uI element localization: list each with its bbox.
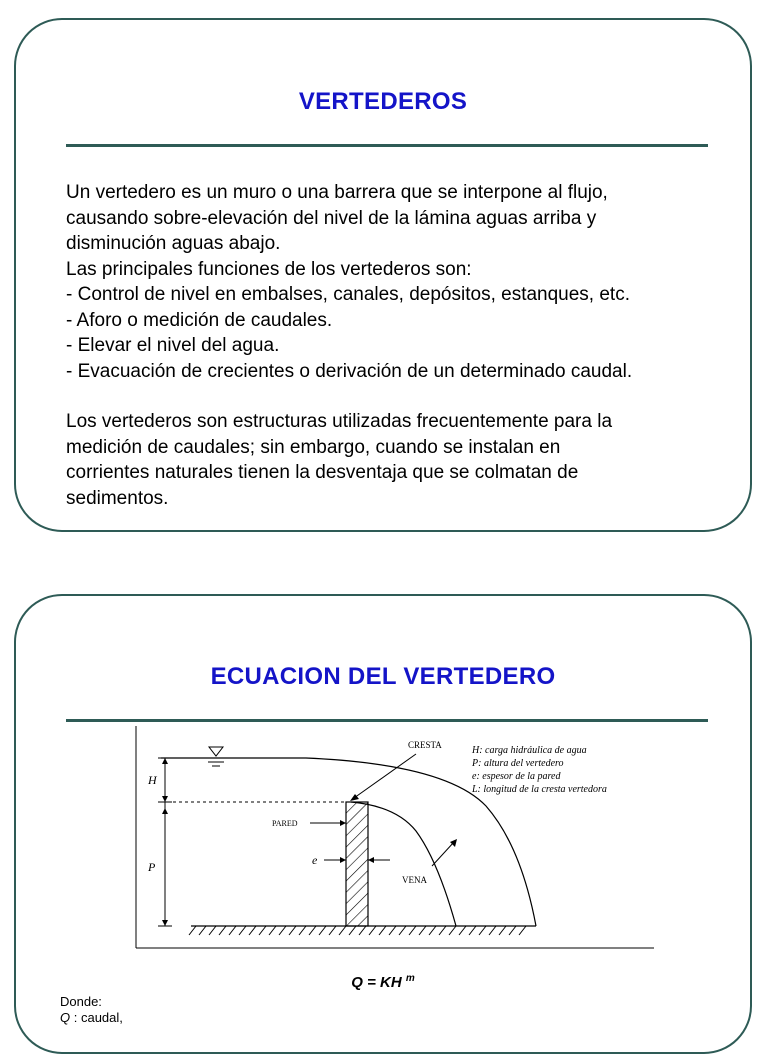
text-line: corrientes naturales tienen la desventaja que se colmatan de — [66, 462, 579, 483]
water-level-icon — [209, 747, 223, 756]
variable-q-desc: : caudal, — [70, 1010, 123, 1025]
label-pared: PARED — [272, 819, 298, 828]
text-line: Las principales funciones de los vertederos son: — [66, 258, 472, 280]
equation-main: Q = KH — [351, 974, 402, 991]
text-line: Un vertedero es un muro o una barrera que se interpone al flujo, — [66, 182, 608, 203]
donde-label: Donde: — [60, 994, 102, 1009]
weir-equation — [16, 973, 750, 991]
variable-q — [60, 1010, 123, 1025]
legend-item: P: altura del vertedero — [472, 758, 564, 769]
weir-diagram — [116, 726, 656, 956]
label-h: H — [148, 773, 157, 787]
slide-title: ECUACION DEL VERTEDERO — [210, 663, 556, 690]
text-line: medición de caudales; sin embargo, cuando se instalan en — [66, 436, 561, 458]
equation-exponent: m — [405, 973, 415, 984]
text-line: sedimentos. — [66, 487, 169, 509]
slide-ecuacion-vertedero — [14, 594, 752, 1054]
bullet-item: - Elevar el nivel del agua. — [66, 335, 280, 356]
slide-vertederos — [14, 18, 752, 532]
bullet-item: - Aforo o medición de caudales. — [66, 309, 333, 331]
text-line: causando sobre-elevación del nivel de la lámina aguas arriba y — [66, 207, 597, 229]
text-line: disminución aguas abajo. — [66, 233, 281, 254]
label-p: P — [148, 860, 156, 874]
label-e: e — [312, 853, 318, 867]
bullet-item: - Evacuación de crecientes o derivación de un determinado caudal. — [66, 360, 633, 382]
slide-title: VERTEDEROS — [298, 88, 468, 115]
label-cresta: CRESTA — [408, 740, 442, 750]
ground-hatch — [189, 926, 526, 935]
variable-q-symbol: Q — [60, 1010, 71, 1025]
bullet-item: - Control de nivel en embalses, canales, depósitos, estanques, etc. — [66, 284, 630, 305]
body-text — [66, 180, 726, 511]
legend-item: L: longitud de la cresta vertedora — [472, 784, 607, 795]
text-line: Los vertederos son estructuras utilizadas frecuentemente para la — [66, 411, 613, 432]
title-divider — [66, 144, 708, 147]
label-vena: VENA — [402, 875, 427, 885]
title-divider — [66, 719, 708, 722]
weir-wall — [346, 802, 368, 926]
legend-item: e: espesor de la pared — [472, 771, 561, 782]
legend-item: H: carga hidráulica de agua — [472, 745, 587, 756]
